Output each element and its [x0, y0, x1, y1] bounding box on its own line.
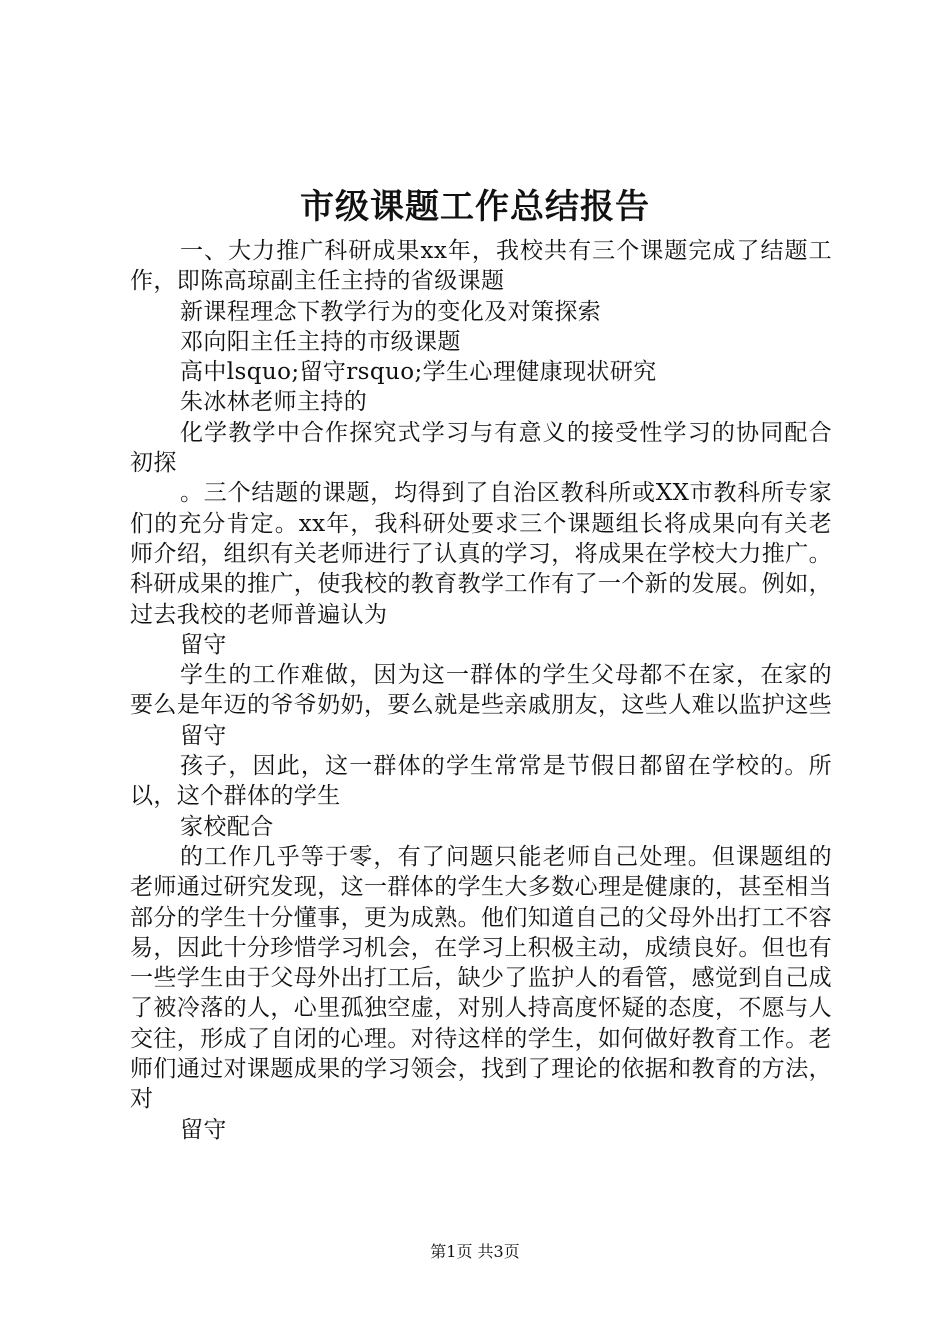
- paragraph: 留守: [180, 1116, 227, 1143]
- paragraph: 新课程理念下教学行为的变化及对策探索: [180, 298, 602, 325]
- paragraph: 孩子，因此，这一群体的学生常常是节假日都留在学校的。所以，这个群体的学生: [130, 753, 832, 810]
- document-title: 市级课题工作总结报告: [300, 187, 650, 227]
- paragraph: 的工作几乎等于零，有了问题只能老师自己处理。但课题组的老师通过研究发现，这一群体的学生大多数心理是健康的，甚至相当部分的学生十分懂事，更为成熟。他们知道自己的父母外出打工不容易，因此十分珍惜学习机会，在学习上积极主动，成绩良好。但也有一些学生由于父母外出打工后，缺少了监护人的看管，感觉到自己成了被冷落的人，心里孤独空虚，对别人持高度怀疑的态度，不愿与人交往，形成了自闭的心理。对待这样的学生，如何做好教育工作。老师们通过对课题成果的学习领会，找到了理论的依据和教育的方法，对: [130, 843, 832, 1113]
- paragraph: 朱冰林老师主持的: [180, 389, 368, 416]
- paragraph: 高中lsquo;留守rsquo;学生心理健康现状研究: [180, 359, 657, 386]
- paragraph: 留守: [180, 631, 227, 658]
- paragraph: 邓向阳主任主持的市级课题: [180, 328, 461, 355]
- page-footer: [0, 1240, 950, 1264]
- paragraph: 化学教学中合作探究式学习与有意义的接受性学习的协同配合初探: [130, 419, 832, 477]
- paragraph: 家校配合: [180, 813, 274, 840]
- paragraph: 学生的工作难做，因为这一群体的学生父母都不在家，在家的要么是年迈的爷爷奶奶，要么就是些亲戚朋友，这些人难以监护这些: [130, 662, 832, 719]
- paragraph: 一、大力推广科研成果xx年，我校共有三个课题完成了结题工作，即陈高琼副主任主持的省级课题: [130, 238, 832, 295]
- paragraph: 。三个结题的课题，均得到了自治区教科所或XX市教科所专家们的充分肯定。xx年，我科研处要求三个课题组长将成果向有关老师介绍，组织有关老师进行了认真的学习，将成果在学校大力推广。科研成果的推广，使我校的教育教学工作有了一个新的发展。例如，过去我校的老师普遍认为: [130, 480, 832, 628]
- paragraph: 留守: [180, 722, 227, 749]
- document-body: [130, 236, 832, 1145]
- page-number: 第1页 共3页: [430, 1242, 520, 1261]
